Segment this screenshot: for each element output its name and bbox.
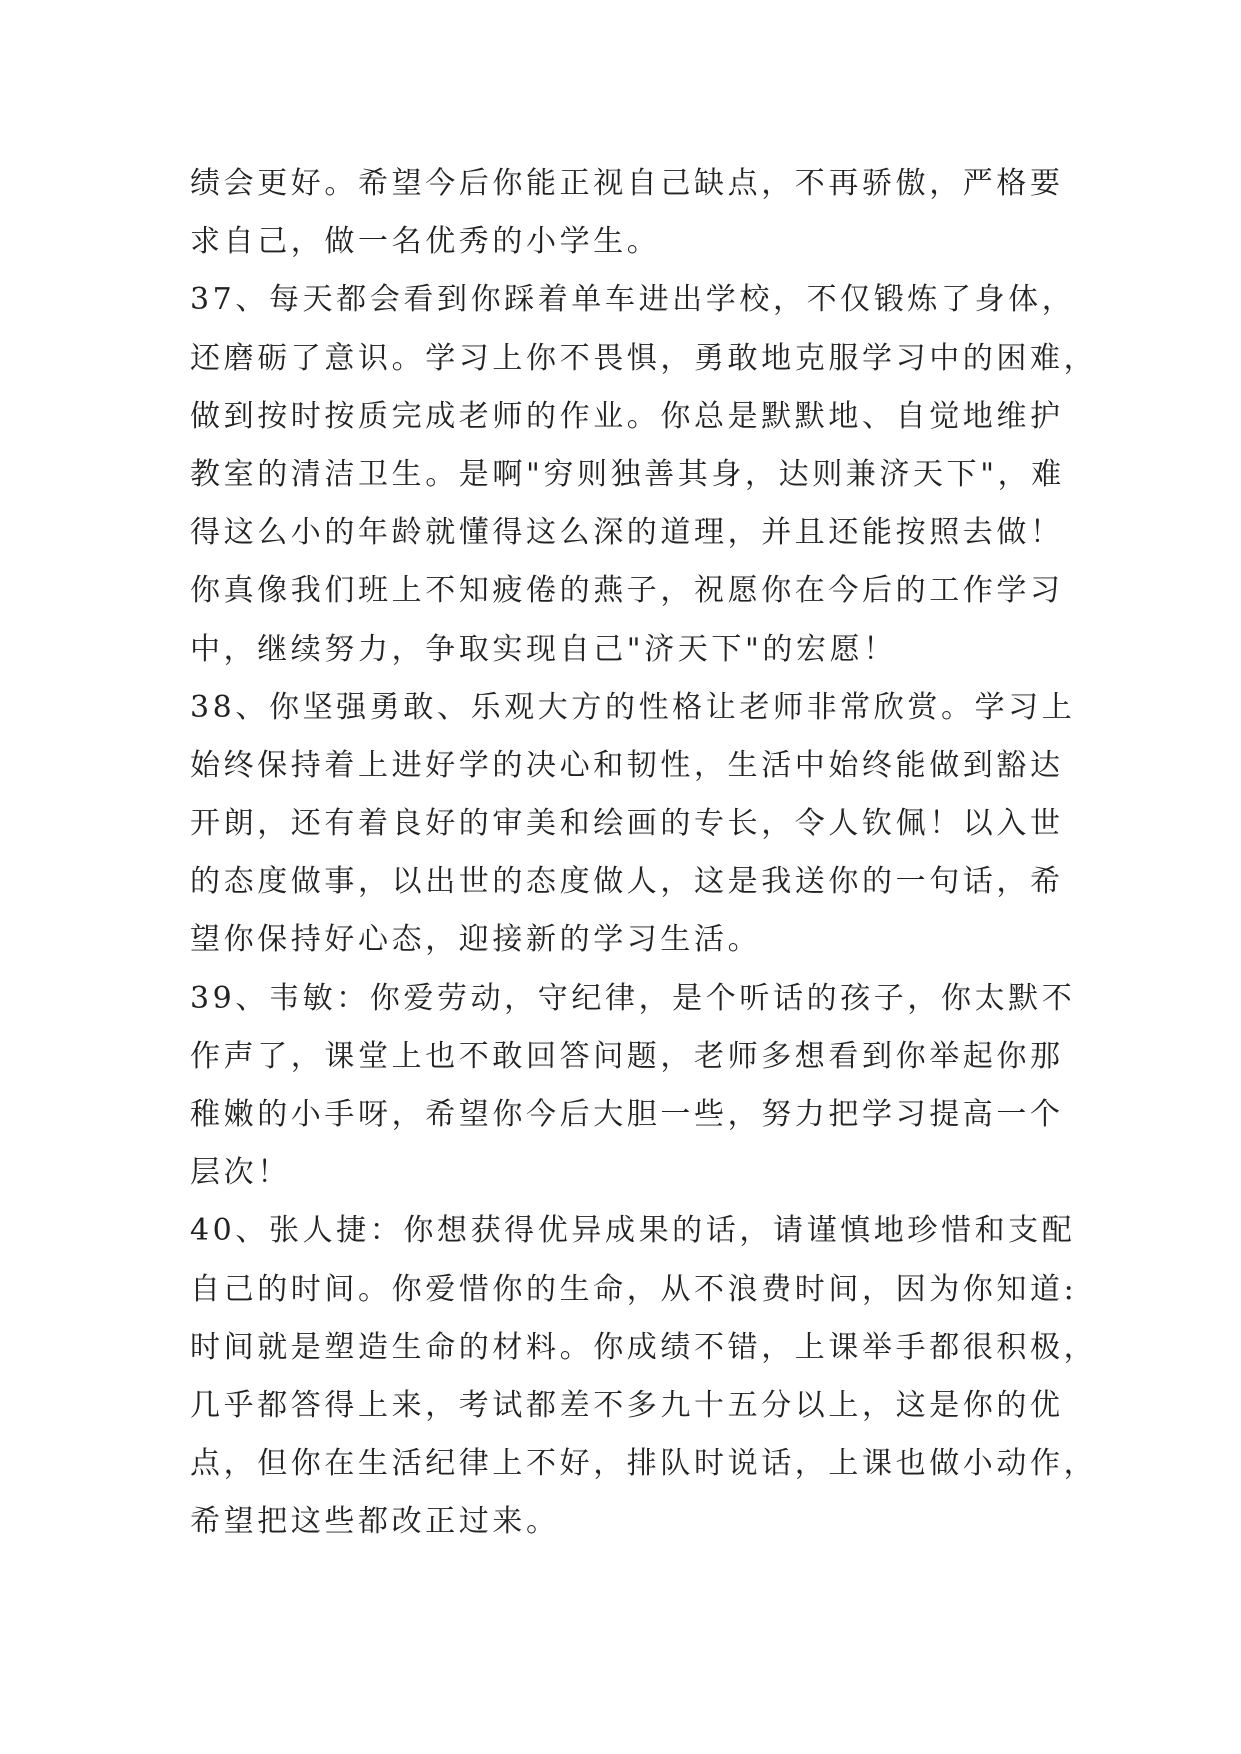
text-line: 作声了，课堂上也不敢回答问题，老师多想看到你举起你那 bbox=[190, 1038, 1064, 1074]
text-line: 39、韦敏：你爱劳动，守纪律，是个听话的孩子，你太默不 bbox=[190, 980, 1076, 1016]
text-line: 做到按时按质完成老师的作业。你总是默默地、自觉地维护 bbox=[190, 398, 1064, 434]
text-line: 点，但你在生活纪律上不好，排队时说话，上课也做小动作， bbox=[190, 1446, 1098, 1482]
text-line: 时间就是塑造生命的材料。你成绩不错，上课举手都很积极， bbox=[190, 1329, 1098, 1365]
text-line: 中，继续努力，争取实现自己"济天下"的宏愿！ bbox=[190, 631, 897, 667]
text-line: 求自己，做一名优秀的小学生。 bbox=[190, 224, 661, 260]
text-line: 绩会更好。希望今后你能正视自己缺点，不再骄傲，严格要 bbox=[190, 166, 1064, 201]
text-line: 38、你坚强勇敢、乐观大方的性格让老师非常欣赏。学习上 bbox=[190, 689, 1076, 725]
text-line: 希望把这些都改正过来。 bbox=[190, 1504, 560, 1540]
text-line: 的态度做事，以出世的态度做人，这是我送你的一句话，希 bbox=[190, 864, 1064, 900]
text-line: 40、张人捷：你想获得优异成果的话，请谨慎地珍惜和支配 bbox=[190, 1213, 1076, 1249]
text-line: 始终保持着上进好学的决心和韧性，生活中始终能做到豁达 bbox=[190, 747, 1064, 783]
text-line: 教室的清洁卫生。是啊"穷则独善其身，达则兼济天下"，难 bbox=[190, 456, 1065, 492]
text-line: 几乎都答得上来，考试都差不多九十五分以上，这是你的优 bbox=[190, 1387, 1064, 1423]
text-line: 37、每天都会看到你踩着单车进出学校，不仅锻炼了身体， bbox=[190, 282, 1076, 318]
text-line: 自己的时间。你爱惜你的生命，从不浪费时间，因为你知道: bbox=[190, 1271, 1078, 1307]
text-line: 还磨砺了意识。学习上你不畏惧，勇敢地克服学习中的困难， bbox=[190, 340, 1098, 376]
text-line: 稚嫩的小手呀，希望你今后大胆一些，努力把学习提高一个 bbox=[190, 1097, 1064, 1132]
text-line: 得这么小的年龄就懂得这么深的道理，并且还能按照去做！ bbox=[190, 515, 1064, 551]
text-line: 开朗，还有着良好的审美和绘画的专长，令人钦佩！以入世 bbox=[190, 806, 1064, 842]
text-line: 你真像我们班上不知疲倦的燕子，祝愿你在今后的工作学习 bbox=[190, 573, 1064, 609]
text-line: 层次！ bbox=[190, 1155, 291, 1191]
document-body bbox=[190, 155, 1098, 1552]
text-line: 望你保持好心态，迎接新的学习生活。 bbox=[190, 922, 762, 958]
